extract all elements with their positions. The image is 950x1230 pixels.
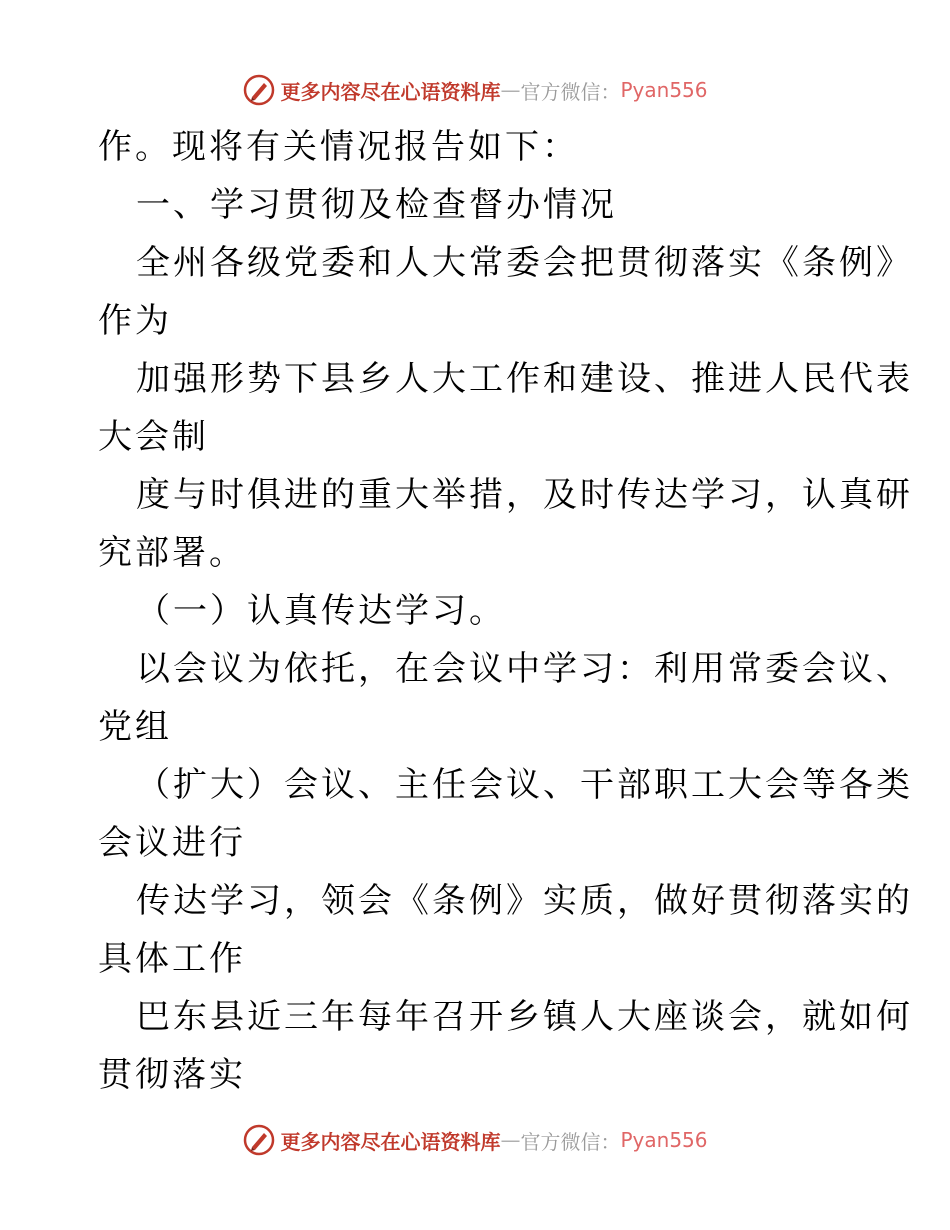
text-line: 巴东县近三年每年召开乡镇人大座谈会，就如何	[136, 997, 913, 1037]
text-line: 大会制	[98, 417, 209, 457]
text-line: 作为	[98, 301, 172, 341]
section-heading: 一、学习贯彻及检查督办情况	[136, 185, 617, 225]
text-line: 作。现将有关情况报告如下：	[98, 127, 579, 167]
watermark-dash: —	[500, 78, 521, 102]
watermark-dash: —	[500, 1128, 521, 1152]
text-line: 究部署。	[98, 533, 246, 573]
subsection-heading: （一）认真传达学习。	[136, 591, 506, 631]
text-line: 具体工作	[98, 939, 246, 979]
watermark-wechat-label: 官方微信：	[520, 79, 621, 104]
footer-watermark	[0, 1120, 950, 1160]
text-line: （扩大）会议、主任会议、干部职工大会等各类	[136, 765, 913, 805]
pen-logo-icon	[242, 1123, 276, 1157]
watermark-text: 更多内容尽在心语资料库	[280, 1129, 501, 1154]
watermark-text: 更多内容尽在心语资料库	[280, 79, 501, 104]
watermark-wechat-label: 官方微信：	[520, 1129, 621, 1154]
text-line: 会议进行	[98, 823, 246, 863]
text-line: 加强形势下县乡人大工作和建设、推进人民代表	[136, 359, 913, 399]
header-watermark	[0, 70, 950, 110]
text-line: 贯彻落实	[98, 1055, 246, 1095]
text-line: 度与时俱进的重大举措，及时传达学习，认真研	[136, 475, 913, 515]
text-line: 以会议为依托，在会议中学习：利用常委会议、	[136, 649, 913, 689]
text-line: 党组	[98, 707, 172, 747]
pen-logo-icon	[242, 73, 276, 107]
watermark-wechat-id: Pyan556	[620, 78, 708, 102]
text-line: 传达学习，领会《条例》实质，做好贯彻落实的	[136, 881, 913, 921]
watermark-wechat-id: Pyan556	[620, 1128, 708, 1152]
document-body	[98, 118, 913, 1104]
text-line: 全州各级党委和人大常委会把贯彻落实《条例》	[136, 243, 913, 283]
